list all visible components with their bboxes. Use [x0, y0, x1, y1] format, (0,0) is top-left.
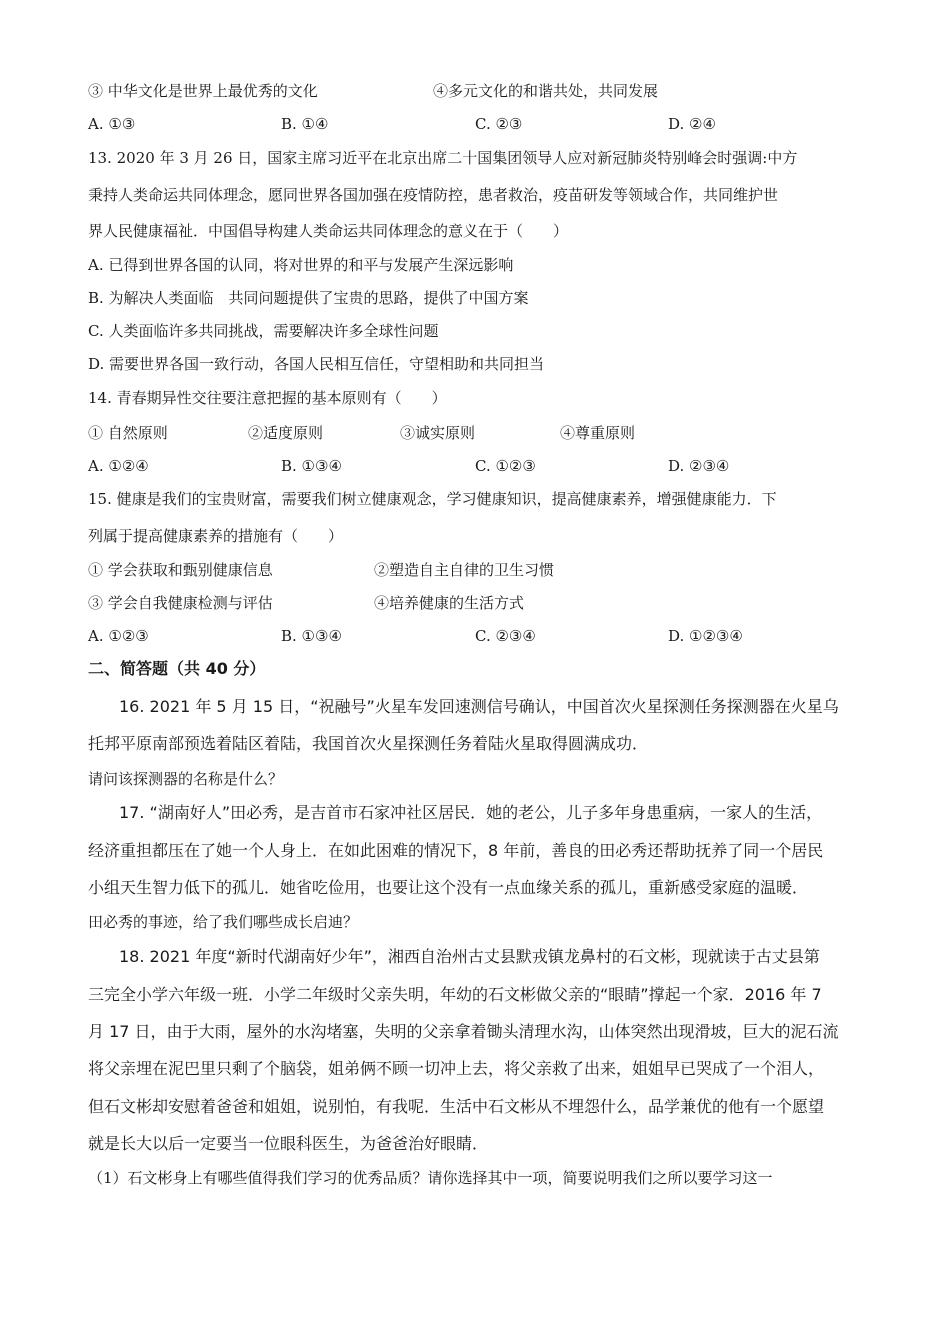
q14-option-c: C. ①②③ — [475, 457, 536, 475]
q18-stem-line-2: 三完全小学六年级一班．小学二年级时父亲失明，年幼的石文彬做父亲的“眼睛”撑起一个家．2016 年 7 — [88, 985, 822, 1004]
q13-stem-line-3: 界人民健康福祉．中国倡导构建人类命运共同体理念的意义在于（ ） — [88, 222, 569, 240]
q15-option-b: B. ①③④ — [281, 627, 342, 645]
q15-item-2: ②塑造自主自律的卫生习惯 — [374, 561, 555, 579]
q15-item-1: ① 学会获取和甄别健康信息 — [88, 561, 273, 579]
q15-option-d: D. ①②③④ — [668, 627, 743, 645]
q15-option-a: A. ①②③ — [88, 627, 149, 645]
q17-stem-line-1: 17. “湖南好人”田必秀，是吉首市石家冲社区居民．她的老公，儿子多年身患重病，一家人的生活， — [119, 803, 823, 822]
q18-stem-line-3: 月 17 日，由于大雨，屋外的水沟堵塞，失明的父亲拿着锄头清理水沟，山体突然出现滑坡，巨大的泥石流 — [88, 1022, 839, 1041]
q14-item-3: ③诚实原则 — [400, 424, 476, 442]
q18-stem-line-4: 将父亲埋在泥巴里只剩了个脑袋，姐弟俩不顾一切冲上去，将父亲救了出来，姐姐早已哭成了一个泪人， — [88, 1059, 825, 1078]
q14-item-4: ④尊重原则 — [560, 424, 636, 442]
q18-subquestion-1: （1）石文彬身上有哪些值得我们学习的优秀品质？请你选择其中一项，简要说明我们之所以要学习这一 — [88, 1169, 773, 1187]
q13-option-c: C. 人类面临许多共同挑战，需要解决许多全球性问题 — [88, 322, 439, 340]
q17-stem-line-2: 经济重担都压在了她一个人身上．在如此困难的情况下，8 年前，善良的田必秀还帮助抚养了同一个居民 — [88, 841, 824, 860]
q16-stem-line-1: 16. 2021 年 5 月 15 日，“祝融号”火星车发回速测信号确认，中国首次火星探测任务探测器在火星乌 — [119, 697, 839, 716]
section-title-short-answer: 二、简答题（共 40 分） — [88, 659, 266, 678]
q14-item-1: ① 自然原则 — [88, 424, 168, 442]
q16-question: 请问该探测器的名称是什么？ — [88, 770, 284, 788]
q17-question: 田必秀的事迹，给了我们哪些成长启迪？ — [88, 913, 359, 931]
q15-stem-line-1: 15. 健康是我们的宝贵财富，需要我们树立健康观念，学习健康知识，提高健康素养，增强健康能力．下 — [88, 490, 777, 508]
q13-option-d: D. 需要世界各国一致行动，各国人民相互信任，守望相助和共同担当 — [88, 355, 545, 373]
q16-stem-line-2: 托邦平原南部预选着陆区着陆，我国首次火星探测任务着陆火星取得圆满成功． — [88, 734, 649, 753]
q12-item-3: ③ 中华文化是世界上最优秀的文化 — [88, 82, 318, 100]
q15-option-c: C. ②③④ — [475, 627, 536, 645]
q12-option-a: A. ①③ — [88, 115, 136, 133]
q12-item-4: ④多元文化的和谐共处，共同发展 — [433, 82, 659, 100]
q13-stem-line-1: 13. 2020 年 3 月 26 日，国家主席习近平在北京出席二十国集团领导人应对新冠肺炎特别峰会时强调:中方 — [88, 149, 798, 167]
q14-option-b: B. ①③④ — [281, 457, 342, 475]
q14-option-a: A. ①②④ — [88, 457, 149, 475]
q14-item-2: ②适度原则 — [248, 424, 324, 442]
q18-stem-line-1: 18. 2021 年度“新时代湖南好少年”，湘西自治州古丈县默戎镇龙鼻村的石文彬，现就读于古丈县第 — [119, 947, 820, 966]
q14-option-d: D. ②③④ — [668, 457, 730, 475]
q14-stem: 14. 青春期异性交往要注意把握的基本原则有（ ） — [88, 389, 447, 407]
q15-item-3: ③ 学会自我健康检测与评估 — [88, 594, 273, 612]
q12-option-d: D. ②④ — [668, 115, 716, 133]
q18-stem-line-6: 就是长大以后一定要当一位眼科医生，为爸爸治好眼睛． — [88, 1134, 489, 1153]
q15-item-4: ④培养健康的生活方式 — [374, 594, 525, 612]
q13-option-b: B. 为解决人类面临 共同问题提供了宝贵的思路，提供了中国方案 — [88, 289, 529, 307]
q17-stem-line-3: 小组天生智力低下的孤儿．她省吃俭用，也要让这个没有一点血缘关系的孤儿，重新感受家庭的温暖． — [88, 878, 809, 897]
q13-stem-line-2: 秉持人类命运共同体理念，愿同世界各国加强在疫情防控，患者救治，疫苗研发等领域合作，共同维护世 — [88, 186, 779, 204]
q12-option-c: C. ②③ — [475, 115, 523, 133]
q13-option-a: A. 已得到世界各国的认同，将对世界的和平与发展产生深远影响 — [88, 256, 514, 274]
q12-option-b: B. ①④ — [281, 115, 329, 133]
q15-stem-line-2: 列属于提高健康素养的措施有（ ） — [88, 527, 344, 545]
q18-stem-line-5: 但石文彬却安慰着爸爸和姐姐，说别怕，有我呢．生活中石文彬从不埋怨什么，品学兼优的他有一个愿望 — [88, 1097, 825, 1116]
